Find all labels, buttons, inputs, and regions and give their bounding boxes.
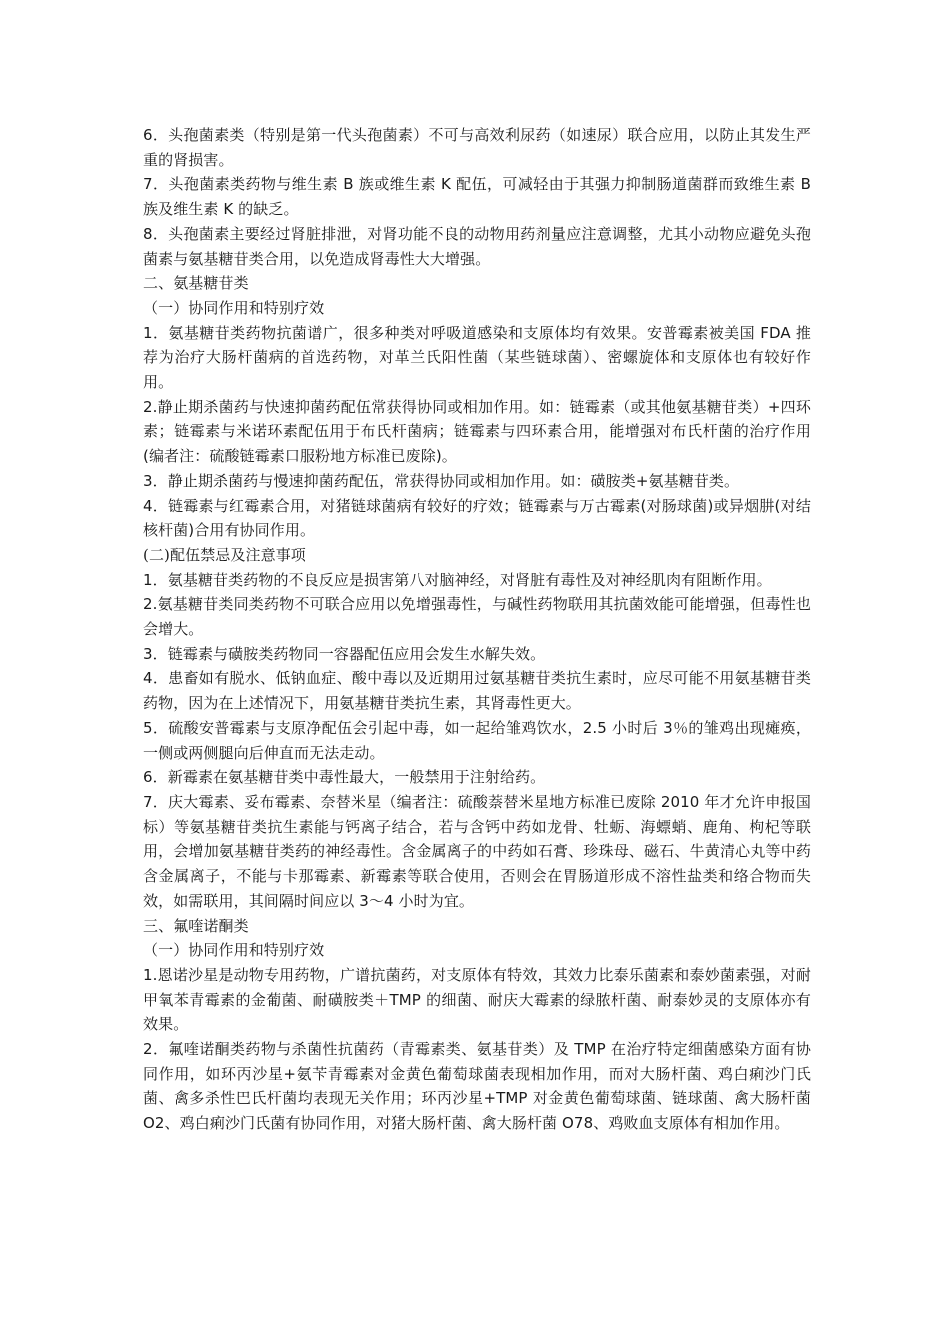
paragraph-amino-contra-7: 7．庆大霉素、妥布霉素、奈替米星（编者注：硫酸萘替米星地方标准已废除 2010 年才允许申报国标）等氨基糖苷类抗生素能与钙离子结合，若与含钙中药如龙骨、牡蛎、海螵蛸、鹿角、枸杞等联用，会增加氨基糖苷类药的神经毒性。含金属离子的中药如石膏、珍珠母、磁石、牛黄清心丸等中药含金属离子，不能与卡那霉素、新霉素等联合使用，否则会在胃肠道形成不溶性盐类和络合物而失效，如需联用，其间隔时间应以 3～4 小时为宜。: [143, 792, 811, 910]
paragraph-ceph-8: 8．头孢菌素主要经过肾脏排泄，对肾功能不良的动物用药剂量应注意调整，尤其小动物应避免头孢菌素与氨基糖苷类合用，以免造成肾毒性大大增强。: [143, 224, 811, 268]
paragraph-amino-contra-4: 4．患畜如有脱水、低钠血症、酸中毒以及近期用过氨基糖苷类抗生素时，应尽可能不用氨基糖苷类药物，因为在上述情况下，用氨基糖苷类抗生素，其肾毒性更大。: [143, 669, 811, 713]
paragraph-amino-synergy-3: 3．静止期杀菌药与慢速抑菌药配伍，常获得协同或相加作用。如：磺胺类+氨基糖苷类。: [143, 471, 740, 490]
subsection-heading-fq-synergy: （一）协同作用和特别疗效: [143, 941, 325, 960]
subsection-heading-contraindications: (二)配伍禁忌及注意事项: [143, 545, 306, 564]
section-heading-fluoroquinolones: 三、氟喹诺酮类: [143, 916, 249, 935]
paragraph-ceph-6: 6．头孢菌素类（特别是第一代头孢菌素）不可与高效利尿药（如速尿）联合应用，以防止其发生严重的肾损害。: [143, 126, 811, 169]
paragraph-amino-contra-2: 2.氨基糖苷类同类药物不可联合应用以免增强毒性，与碱性药物联用其抗菌效能可能增强，但毒性也会增大。: [143, 595, 811, 639]
paragraph-amino-synergy-1: 1．氨基糖苷类药物抗菌谱广，很多种类对呼吸道感染和支原体均有效果。安普霉素被美国 FDA 推荐为治疗大肠杆菌病的首选药物，对革兰氏阳性菌（某些链球菌）、密螺旋体和支原体也有较好作用。: [143, 323, 811, 392]
subsection-heading-synergy: （一）协同作用和特别疗效: [143, 298, 325, 317]
paragraph-amino-synergy-2: 2.静止期杀菌药与快速抑菌药配伍常获得协同或相加作用。如：链霉素（或其他氨基糖苷类）+四环素；链霉素与米诺环素配伍用于布氏杆菌病；链霉素与四环素合用，能增强对布氏杆菌的治疗作用(编者注：硫酸链霉素口服粉地方标准已废除)。: [143, 397, 811, 466]
paragraph-ceph-7: 7．头孢菌素类药物与维生素 B 族或维生素 K 配伍，可减轻由于其强力抑制肠道菌群而致维生素 B 族及维生素 K 的缺乏。: [143, 175, 811, 219]
paragraph-amino-contra-6: 6．新霉素在氨基糖苷类中毒性最大，一般禁用于注射给药。: [143, 768, 546, 787]
paragraph-fq-synergy-2: 2．氟喹诺酮类药物与杀菌性抗菌药（青霉素类、氨基苷类）及 TMP 在治疗特定细菌感染方面有协同作用，如环丙沙星+氨苄青霉素对金黄色葡萄球菌表现相加作用，而对大肠杆菌、鸡白痢沙门氏菌、禽多杀性巴氏杆菌均表现无关作用；环丙沙星+TMP 对金黄色葡萄球菌、链球菌、禽大肠杆菌 O2、鸡白痢沙门氏菌有协同作用，对猪大肠杆菌、禽大肠杆菌 O78、鸡败血支原体有相加作用。: [143, 1040, 811, 1133]
paragraph-amino-synergy-4: 4．链霉素与红霉素合用，对猪链球菌病有较好的疗效；链霉素与万古霉素(对肠球菌)或异烟肼(对结核杆菌)合用有协同作用。: [143, 496, 811, 540]
paragraph-amino-contra-3: 3．链霉素与磺胺类药物同一容器配伍应用会发生水解失效。: [143, 644, 546, 663]
document-body: [143, 123, 811, 1136]
section-heading-aminoglycosides: 二、氨基糖苷类: [143, 274, 249, 293]
paragraph-amino-contra-5: 5．硫酸安普霉素与支原净配伍会引起中毒，如一起给雏鸡饮水，2.5 小时后 3％的雏鸡出现瘫痪，一侧或两侧腿向后伸直而无法走动。: [143, 718, 811, 762]
paragraph-amino-contra-1: 1．氨基糖苷类药物的不良反应是损害第八对脑神经，对肾脏有毒性及对神经肌肉有阻断作用。: [143, 570, 772, 589]
paragraph-fq-synergy-1: 1.恩诺沙星是动物专用药物，广谱抗菌药，对支原体有特效，其效力比泰乐菌素和泰妙菌素强，对耐甲氧苯青霉素的金葡菌、耐磺胺类＋TMP 的细菌、耐庆大霉素的绿脓杆菌、耐泰妙灵的支原体亦有效果。: [143, 965, 811, 1034]
